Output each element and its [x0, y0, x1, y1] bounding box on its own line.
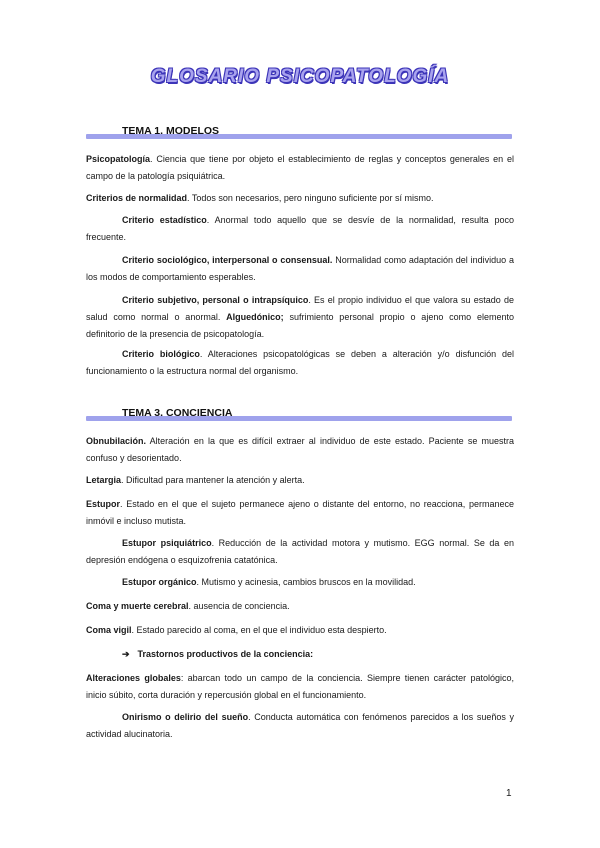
entry-onirismo: Onirismo o delirio del sueño. Conducta automática con fenómenos parecidos a los sueños y actividad alucinatoria.: [86, 712, 514, 739]
entry-criterio-sociologico: Criterio sociológico, interpersonal o consensual. Normalidad como adaptación del individuo a los modos de comportamiento esperables.: [86, 255, 515, 282]
entry-estupor: Estupor. Estado en el que el sujeto permanece ajeno o distante del entorno, no reacciona, permanece inmóvil e incluso mutista.: [86, 499, 514, 526]
entry-letargia: Letargia. Dificultad para mantener la atención y alerta.: [86, 475, 305, 485]
page-number: 1: [506, 788, 512, 799]
entry-obnubilacion: Obnubilación. Alteración en la que es difícil extraer al individuo de este estado. Paciente se muestra confuso y desorientado.: [86, 436, 514, 463]
section-heading-label: TEMA 3. CONCIENCIA: [122, 407, 233, 419]
entry-coma-muerte-cerebral: Coma y muerte cerebral. ausencia de conciencia.: [86, 601, 290, 611]
entry-criterio-estadistico: Criterio estadístico. Anormal todo aquello que se desvíe de la normalidad, resulta poco frecuente.: [86, 215, 514, 242]
page-title: GLOSARIO PSICOPATOLOGÍA: [150, 66, 450, 87]
section-heading-label: TEMA 1. MODELOS: [122, 125, 220, 137]
entry-criterio-biologico: Criterio biológico. Alteraciones psicopatológicas se deben a alteración y/o disfunción del funcionamiento o la estructura normal del organismo.: [86, 349, 514, 376]
arrow-right-icon: ➔: [122, 649, 130, 659]
entry-criterios-normalidad: Criterios de normalidad. Todos son necesarios, pero ninguno suficiente por sí mismo.: [86, 193, 434, 203]
subheading-trastornos-productivos: ➔ Trastornos productivos de la conciencia:: [122, 649, 314, 659]
section-heading-tema-1: [86, 125, 512, 145]
entry-estupor-psiquiatrico: Estupor psiquiátrico. Reducción de la actividad motora y mutismo. EGG normal. Se da en depresión endógena o esquizofrenia catatónica.: [86, 538, 514, 565]
entry-alteraciones-globales: Alteraciones globales: abarcan todo un campo de la conciencia. Siempre tienen carácter patológico, inicio súbito, corta duración y repercusión global en el funcionamiento.: [86, 673, 514, 700]
entry-estupor-organico: Estupor orgánico. Mutismo y acinesia, cambios bruscos en la movilidad.: [122, 577, 416, 587]
entry-criterio-subjetivo: Criterio subjetivo, personal o intrapsíquico. Es el propio individuo el que valora su estado de salud como normal o anormal. Alguedónico; sufrimiento personal propio o ajeno como elemento definitorio de la presencia de psicopatología.: [86, 295, 514, 339]
entry-coma-vigil: Coma vigil. Estado parecido al coma, en el que el individuo esta despierto.: [86, 625, 387, 635]
section-heading-tema-3: [86, 407, 512, 427]
entry-psicopatologia: Psicopatología. Ciencia que tiene por objeto el establecimiento de reglas y conceptos generales en el campo de la patología psiquiátrica.: [86, 154, 514, 181]
